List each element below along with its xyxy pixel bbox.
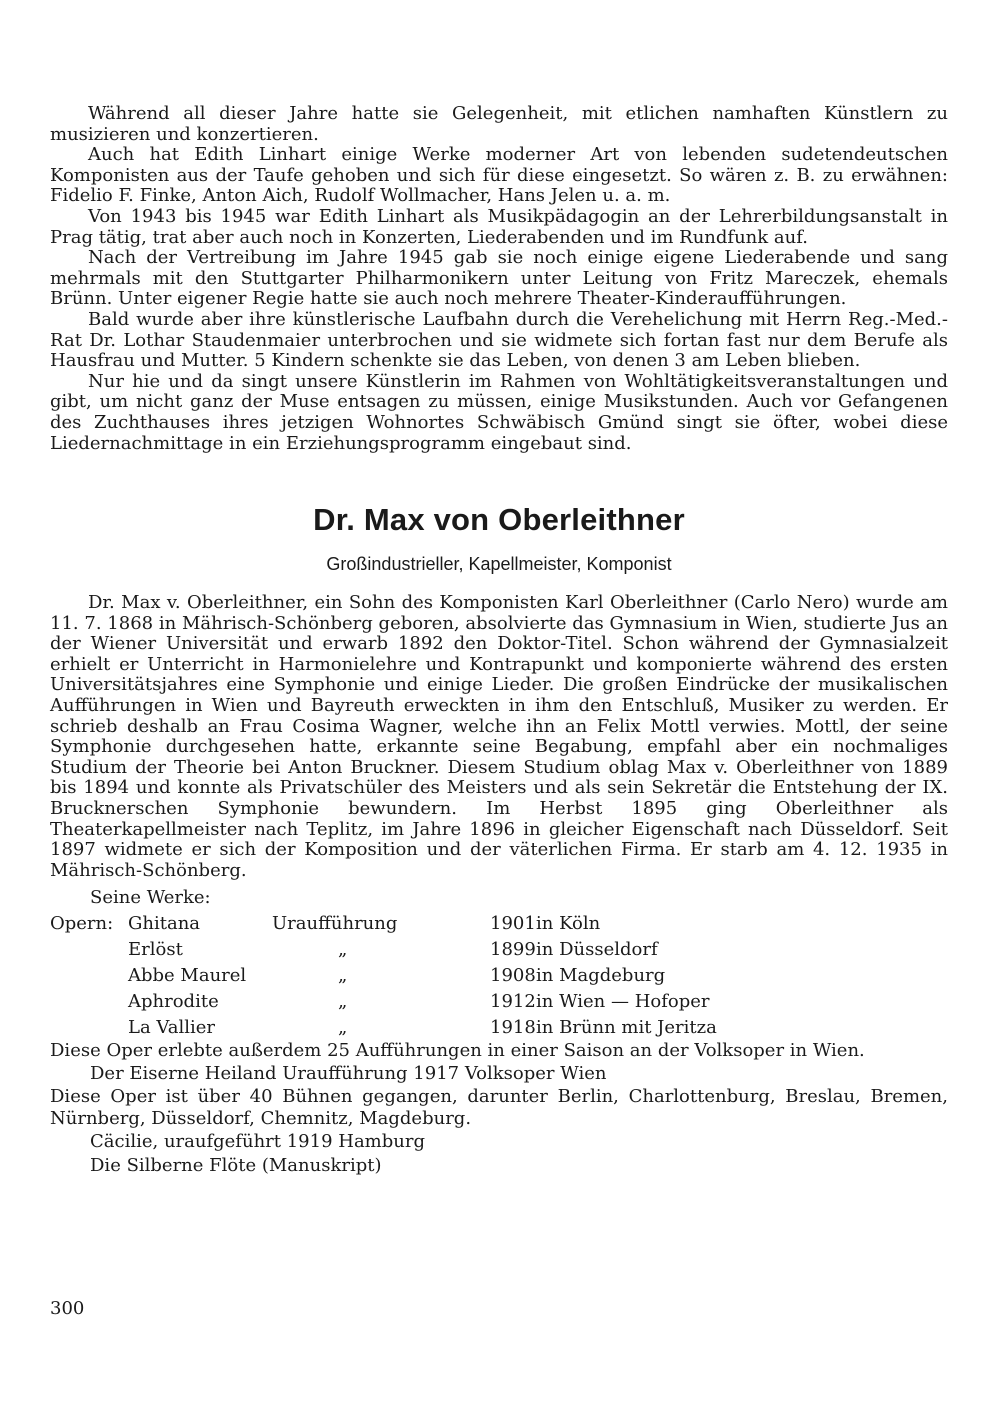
opera-title: Erlöst <box>128 939 183 961</box>
opera-title: La Vallier <box>128 1016 216 1038</box>
opera-place: in Brünn mit Jeritza <box>536 1016 717 1038</box>
opera-row <box>50 988 717 1014</box>
opera-premiere-mark: „ <box>338 1016 348 1038</box>
opera-premiere-mark: „ <box>338 990 348 1012</box>
opera-premiere-mark: Uraufführung <box>272 913 398 935</box>
note-volksoper: Diese Oper erlebte außerdem 25 Aufführungen in einer Saison an der Volksoper in Wien. <box>50 1039 865 1061</box>
opera-premiere-mark: „ <box>338 964 348 986</box>
section-subtitle: Großindustrieller, Kapellmeister, Komponist <box>326 554 672 575</box>
opera-year: 1918 <box>490 1016 536 1038</box>
operas-label: Opern: <box>50 913 114 935</box>
opera-title: Ghitana <box>128 913 201 935</box>
operas-table <box>50 911 717 1040</box>
page-number: 300 <box>50 1298 85 1319</box>
paragraph-intro-2: Auch hat Edith Linhart einige Werke moderner Art von lebenden sudetendeutschen Komponisten aus der Taufe gehoben und sich für diese eingesetzt. So wären z. B. zu erwähnen: Fidelio F. Finke, Anton Aich, Rudolf Wollmacher, Hans Jelen u. a. m. <box>50 144 948 207</box>
opera-place: in Wien — Hofoper <box>536 990 710 1012</box>
opera-title: Abbe Maurel <box>128 964 247 986</box>
opera-title: Aphrodite <box>128 990 219 1012</box>
work-silberne-floete: Die Silberne Flöte (Manuskript) <box>90 1154 382 1176</box>
opera-year: 1901 <box>490 913 536 935</box>
opera-place: in Magdeburg <box>536 964 666 986</box>
opera-place: in Düsseldorf <box>536 939 658 961</box>
opera-row <box>50 911 717 937</box>
opera-premiere-mark: „ <box>338 939 348 961</box>
opera-year: 1899 <box>490 939 536 961</box>
opera-row <box>50 963 717 989</box>
paragraph-intro-1: Während all dieser Jahre hatte sie Gelegenheit, mit etlichen namhaften Künstlern zu musizieren und konzertieren. <box>50 103 948 145</box>
opera-year: 1908 <box>490 964 536 986</box>
opera-year: 1912 <box>490 990 536 1012</box>
paragraph-intro-3: Von 1943 bis 1945 war Edith Linhart als Musikpädagogin an der Lehrerbildungsanstalt in Prag tätig, trat aber auch noch in Konzerten, Liederabenden und im Rundfunk auf. <box>50 205 948 248</box>
works-heading: Seine Werke: <box>90 887 211 909</box>
note-buehnen: Diese Oper ist über 40 Bühnen gegangen, darunter Berlin, Charlottenburg, Breslau, Bremen, Nürnberg, Düsseldorf, Chemnitz, Magdeburg. <box>50 1085 948 1129</box>
paragraph-intro-4: Nach der Vertreibung im Jahre 1945 gab sie noch einige eigene Liederabende und sang mehrmals mit den Stuttgarter Philharmonikern unter Leitung von Fritz Mareczek, ehemals Brünn. Unter eigener Regie hatte sie auch noch mehrere Theater-Kinderaufführungen. <box>50 247 948 310</box>
opera-row <box>50 1014 717 1040</box>
page-body <box>50 104 948 1178</box>
paragraph-intro-5: Bald wurde aber ihre künstlerische Laufbahn durch die Verehelichung mit Herrn Reg.-Med.-Rat Dr. Lothar Staudenmaier unterbrochen und sie widmete sich fortan fast nur dem Berufe als Hausfrau und Mutter. 5 Kindern schenkte sie das Leben, von denen 3 am Leben blieben. <box>50 308 948 372</box>
paragraph-intro-6: Nur hie und da singt unsere Künstlerin im Rahmen von Wohltätigkeitsveranstaltungen und gibt, um nicht ganz der Muse entsagen zu müssen, einige Musikstunden. Auch vor Gefangenen des Zuchthauses ihres jetzigen Wohnortes Schwäbisch Gmünd singt sie öfter, wobei diese Liedernachmittage in ein Erziehungsprogramm eingebaut sind. <box>50 370 948 454</box>
work-eiserne-heiland: Der Eiserne Heiland Uraufführung 1917 Volksoper Wien <box>90 1062 607 1084</box>
opera-row <box>50 937 717 963</box>
section-title: Dr. Max von Oberleithner <box>313 502 685 538</box>
work-caecilie: Cäcilie, uraufgeführt 1919 Hamburg <box>90 1130 425 1152</box>
paragraph-biography: Dr. Max v. Oberleithner, ein Sohn des Komponisten Karl Oberleithner (Carlo Nero) wurde am 11. 7. 1868 in Mährisch-Schönberg geboren, absolvierte das Gymnasium in Wien, studierte Jus an der Wiener Universität und erwarb 1892 den Doktor-Titel. Schon während der Gymnasialzeit erhielt er Unterricht in Harmonielehre und Kontrapunkt und komponierte während des ersten Universitätsjahres eine Symphonie und einige Lieder. Die großen Eindrücke der musikalischen Aufführungen in Wien und Bayreuth erweckten in ihm den Entschluß, Musiker zu werden. Er schrieb deshalb an Frau Cosima Wagner, welche ihn an Felix Mottl verwies. Mottl, der seine Symphonie durchgesehen hatte, erkannte seine Begabung, empfahl aber ein nochmaliges Studium der Theorie bei Anton Bruckner. Diesem Studium oblag Max v. Oberleithner von 1889 bis 1894 und konnte als Privatschüler des Meisters und als sein Sekretär die Entstehung der IX. Brucknerschen Symphonie bewundern. Im Herbst 1895 ging Oberleithner als Theaterkapellmeister nach Teplitz, im Jahre 1896 in gleicher Eigenschaft nach Düsseldorf. Seit 1897 widmete er sich der Komposition und der väterlichen Firma. Er starb am 4. 12. 1935 in Mährisch-Schönberg. <box>50 592 948 881</box>
opera-place: in Köln <box>536 913 601 935</box>
